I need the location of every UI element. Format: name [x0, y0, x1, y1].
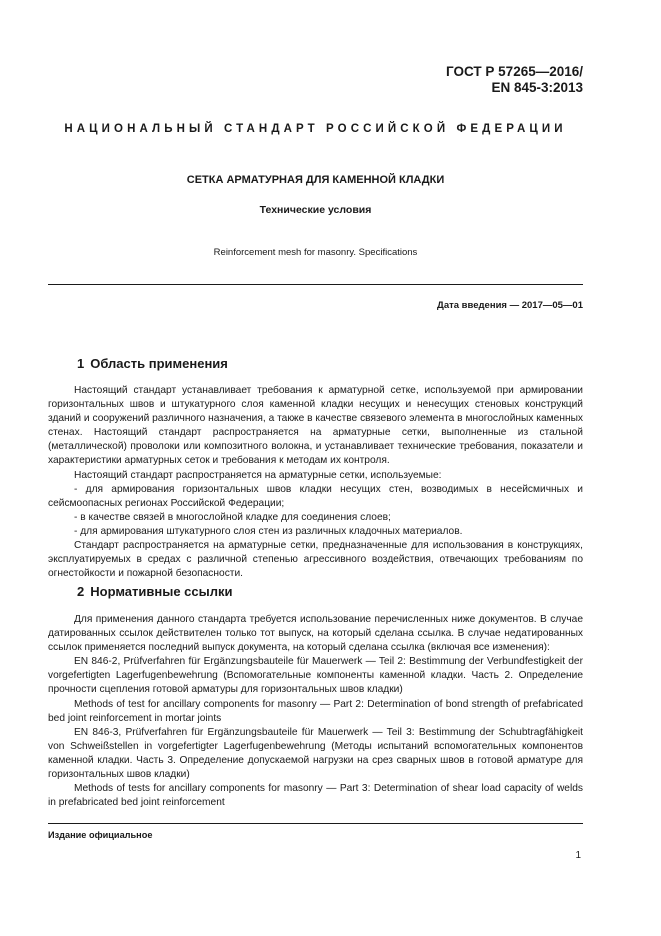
national-standard-heading: НАЦИОНАЛЬНЫЙ СТАНДАРТ РОССИЙСКОЙ ФЕДЕРАЦИИ [64, 123, 567, 135]
list-item: - для армирования горизонтальных швов кладки несущих стен, возводимых в несейсмичных и сейсмоопасных регионах Российской Федерации; [48, 483, 583, 509]
section-1-number: 1 [77, 356, 85, 371]
title-divider [48, 284, 583, 285]
reference-item: Methods of test for ancillary components for masonry — Part 2: Determination of bond strength of prefabricated bed joint reinforcement in mortar joints [48, 698, 583, 724]
publication-label: Издание официальное [48, 830, 153, 840]
reference-item: EN 846-2, Prüfverfahren für Ergänzungsbauteile für Mauerwerk — Teil 2: Bestimmung der Verbundfestigkeit der vorgefertigten Lagerfugenbewehrung (Вспомогательные компоненты каменной кладки. Часть 2. Определение прочности сцепления готовой арматуры для горизонтальных швов кладки) [48, 656, 583, 696]
document-title: СЕТКА АРМАТУРНАЯ ДЛЯ КАМЕННОЙ КЛАДКИ [186, 174, 445, 186]
document-code-gost: ГОСТ Р 57265—2016/ [446, 64, 583, 79]
paragraph: Настоящий стандарт распространяется на арматурные сетки, используемые: [74, 469, 442, 481]
document-code-en: EN 845-3:2013 [491, 80, 583, 95]
introduction-date: Дата введения — 2017—05—01 [437, 300, 583, 311]
footer-divider [48, 823, 583, 824]
section-2-number: 2 [77, 584, 85, 599]
document-code [446, 64, 583, 96]
list-item: - для армирования штукатурного слоя стен из различных кладочных материалов. [74, 525, 463, 537]
reference-item: EN 846-3, Prüfverfahren für Ergänzungsbauteile für Mauerwerk — Teil 3: Bestimmung der Schubtragfähigkeit von Schweißstellen in vorgefertigter Lagerfugenbewehrung (Методы испытаний вспомогательных компонентов каменной кладки. Часть 3. Определение допускаемой нагрузки на срез сварных швов в готовой арматуре для горизонтальных швов кладки) [48, 726, 583, 781]
paragraph: Стандарт распространяется на арматурные сетки, предназначенные для использования в конструкциях, эксплуатируемых в средах с различной степенью агрессивного воздействия, отвечающих требованиям по огнестойкости и пожарной безопасности. [48, 540, 583, 580]
section-2-body [48, 613, 583, 810]
section-1-body [48, 384, 583, 581]
section-2-heading [77, 584, 238, 599]
paragraph: Для применения данного стандарта требуется использование перечисленных ниже документов. В случае датированных ссылок действителен только тот выпуск, на который сделана ссылка. В случае недатированных ссылок применяется последний выпуск документа, на который сделана ссылка (включая все изменения): [48, 614, 583, 654]
page-number: 1 [575, 850, 581, 861]
list-item: - в качестве связей в многослойной кладке для соединения слоев; [74, 511, 391, 523]
section-1-title: Область применения [90, 356, 228, 371]
reference-item: Methods of tests for ancillary components for masonry — Part 3: Determination of shear load capacity of welds in prefabricated bed joint reinforcement [48, 783, 583, 809]
paragraph: Настоящий стандарт устанавливает требования к арматурной сетке, используемой при армировании горизонтальных швов и штукатурного слоя каменной кладки несущих и ненесущих стеновых конструкций зданий и сооружений различного назначения, а также в качестве связевого элемента в многослойных каменных стенах. Настоящий стандарт распространяется на арматурные сетки, выполненные из стальной (металлической) проволоки или композитного волокна, и устанавливает технические требования, показатели и характеристики арматурных сеток и требования к методам их контроля. [48, 385, 583, 467]
document-title-english: Reinforcement mesh for masonry. Specifications [213, 247, 418, 258]
document-subtitle: Технические условия [259, 204, 372, 216]
section-2-title: Нормативные ссылки [90, 584, 233, 599]
section-1-heading [77, 356, 234, 371]
